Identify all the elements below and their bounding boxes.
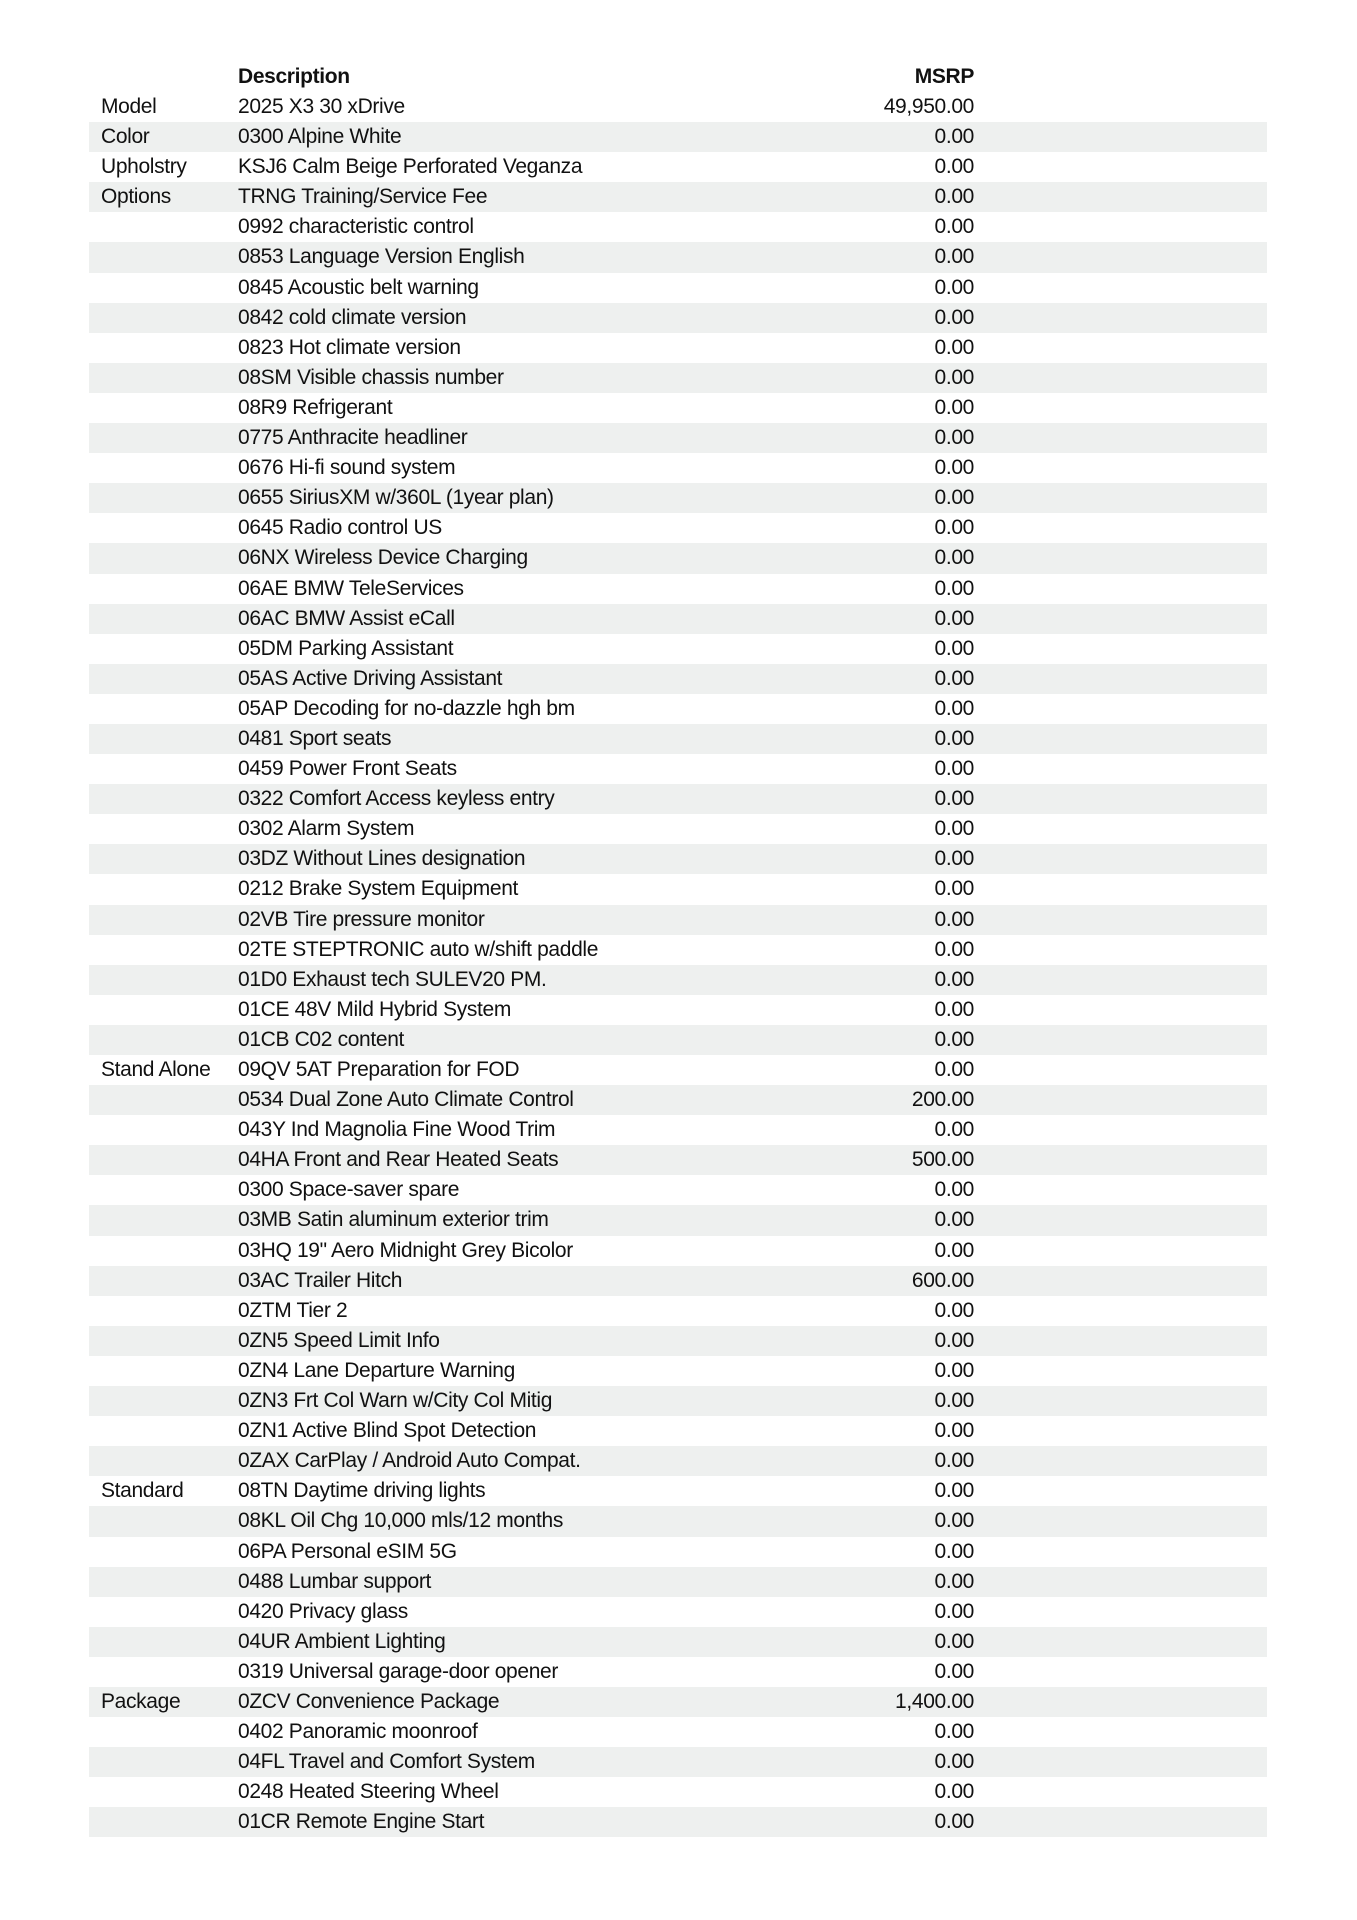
table-row xyxy=(89,1356,1267,1386)
row-description: 0300 Space-saver spare xyxy=(238,1178,460,1202)
row-msrp: 0.00 xyxy=(934,1539,974,1563)
row-msrp: 0.00 xyxy=(934,787,974,811)
row-description: 08KL Oil Chg 10,000 mls/12 months xyxy=(238,1509,564,1533)
row-msrp: 0.00 xyxy=(934,696,974,720)
row-category: Options xyxy=(101,185,171,209)
row-description: 09QV 5AT Preparation for FOD xyxy=(238,1058,520,1081)
row-description: 03MB Satin aluminum exterior trim xyxy=(238,1208,549,1232)
table-body xyxy=(89,92,1267,1837)
row-description: 0823 Hot climate version xyxy=(238,335,461,359)
table-row xyxy=(89,242,1267,272)
table-row xyxy=(89,1236,1267,1266)
table-header xyxy=(89,62,1267,92)
row-msrp: 0.00 xyxy=(934,335,974,359)
row-description: 04UR Ambient Lighting xyxy=(238,1629,446,1653)
row-msrp: 0.00 xyxy=(934,155,974,179)
table-row xyxy=(89,1416,1267,1446)
table-row xyxy=(89,303,1267,333)
row-description: 0ZN1 Active Blind Spot Detection xyxy=(238,1419,537,1443)
row-msrp: 0.00 xyxy=(934,606,974,630)
table-row xyxy=(89,152,1267,182)
table-row xyxy=(89,1567,1267,1597)
column-header-msrp: MSRP xyxy=(914,65,974,88)
row-msrp: 0.00 xyxy=(934,365,974,389)
table-row xyxy=(89,1055,1267,1085)
row-description: 0842 cold climate version xyxy=(238,305,467,329)
row-description: 06AE BMW TeleServices xyxy=(238,576,464,600)
table-row xyxy=(89,634,1267,664)
table-row xyxy=(89,604,1267,634)
row-category: Package xyxy=(101,1689,181,1713)
table-row xyxy=(89,965,1267,995)
row-category: Stand Alone xyxy=(101,1058,211,1081)
row-msrp: 1,400.00 xyxy=(895,1689,974,1713)
table-row xyxy=(89,92,1267,122)
row-msrp: 0.00 xyxy=(934,1118,974,1142)
row-msrp: 0.00 xyxy=(934,125,974,149)
row-description: 05DM Parking Assistant xyxy=(238,636,454,660)
row-msrp: 0.00 xyxy=(934,666,974,690)
row-description: 0420 Privacy glass xyxy=(238,1599,408,1623)
row-msrp: 0.00 xyxy=(934,1298,974,1322)
table-row xyxy=(89,1446,1267,1476)
table-row xyxy=(89,453,1267,483)
table-row xyxy=(89,333,1267,363)
table-row xyxy=(89,393,1267,423)
table-row xyxy=(89,874,1267,904)
table-row xyxy=(89,814,1267,844)
row-description: 05AS Active Driving Assistant xyxy=(238,666,503,690)
row-description: 0ZAX CarPlay / Android Auto Compat. xyxy=(238,1449,581,1473)
table-row xyxy=(89,1506,1267,1536)
table-row xyxy=(89,724,1267,754)
table-row xyxy=(89,1717,1267,1747)
row-msrp: 0.00 xyxy=(934,1750,974,1774)
row-description: 0302 Alarm System xyxy=(238,817,415,841)
table-row xyxy=(89,1296,1267,1326)
row-description: 08R9 Refrigerant xyxy=(238,395,393,419)
table-row xyxy=(89,1687,1267,1717)
row-msrp: 0.00 xyxy=(934,576,974,600)
table-row xyxy=(89,1025,1267,1055)
row-msrp: 0.00 xyxy=(934,1720,974,1744)
row-msrp: 0.00 xyxy=(934,546,974,570)
row-msrp: 0.00 xyxy=(934,1659,974,1683)
row-category: Color xyxy=(101,125,150,149)
table-row xyxy=(89,1777,1267,1807)
table-row xyxy=(89,574,1267,604)
row-description: 04HA Front and Rear Heated Seats xyxy=(238,1148,559,1172)
row-description: 0459 Power Front Seats xyxy=(238,757,457,781)
column-header-description: Description xyxy=(238,65,350,88)
row-msrp: 0.00 xyxy=(934,1058,974,1081)
row-description: 01D0 Exhaust tech SULEV20 PM. xyxy=(238,967,547,991)
row-msrp: 0.00 xyxy=(934,847,974,871)
row-msrp: 0.00 xyxy=(934,907,974,931)
table-row xyxy=(89,483,1267,513)
row-description: 0676 Hi-fi sound system xyxy=(238,456,456,480)
table-row xyxy=(89,1386,1267,1416)
row-msrp: 0.00 xyxy=(934,456,974,480)
row-description: 2025 X3 30 xDrive xyxy=(238,95,405,118)
row-description: 0ZTM Tier 2 xyxy=(238,1298,348,1322)
table-row xyxy=(89,995,1267,1025)
row-msrp: 0.00 xyxy=(934,1419,974,1443)
row-msrp: 0.00 xyxy=(934,1780,974,1804)
table-row xyxy=(89,1747,1267,1777)
row-msrp: 0.00 xyxy=(934,1629,974,1653)
row-msrp: 0.00 xyxy=(934,1509,974,1533)
row-description: 04FL Travel and Comfort System xyxy=(238,1750,535,1774)
table-row xyxy=(89,754,1267,784)
row-description: 0853 Language Version English xyxy=(238,245,525,269)
row-msrp: 0.00 xyxy=(934,817,974,841)
table-row xyxy=(89,513,1267,543)
row-description: 0845 Acoustic belt warning xyxy=(238,275,479,299)
row-msrp: 0.00 xyxy=(934,1810,974,1834)
row-description: 0300 Alpine White xyxy=(238,125,402,149)
row-msrp: 0.00 xyxy=(934,1599,974,1623)
row-description: 05AP Decoding for no-dazzle hgh bm xyxy=(238,696,575,720)
row-msrp: 0.00 xyxy=(934,245,974,269)
row-msrp: 0.00 xyxy=(934,757,974,781)
row-description: 0319 Universal garage-door opener xyxy=(238,1659,559,1683)
row-msrp: 0.00 xyxy=(934,486,974,510)
table-row xyxy=(89,784,1267,814)
row-description: 02TE STEPTRONIC auto w/shift paddle xyxy=(238,937,599,961)
row-description: 0ZN5 Speed Limit Info xyxy=(238,1328,440,1352)
row-description: 0248 Heated Steering Wheel xyxy=(238,1780,499,1804)
row-description: KSJ6 Calm Beige Perforated Veganza xyxy=(238,155,583,179)
row-description: 043Y Ind Magnolia Fine Wood Trim xyxy=(238,1118,556,1142)
row-msrp: 0.00 xyxy=(934,636,974,660)
row-msrp: 0.00 xyxy=(934,185,974,209)
row-msrp: 0.00 xyxy=(934,1027,974,1051)
msrp-price-sheet xyxy=(89,62,1267,1837)
row-msrp: 0.00 xyxy=(934,997,974,1021)
row-description: 01CR Remote Engine Start xyxy=(238,1810,485,1834)
row-msrp: 0.00 xyxy=(934,1358,974,1382)
row-msrp: 0.00 xyxy=(934,1389,974,1413)
row-description: 03HQ 19" Aero Midnight Grey Bicolor xyxy=(238,1238,573,1262)
row-category: Upholstry xyxy=(101,155,187,179)
row-description: TRNG Training/Service Fee xyxy=(238,185,488,209)
table-row xyxy=(89,363,1267,393)
table-row xyxy=(89,1597,1267,1627)
row-description: 08TN Daytime driving lights xyxy=(238,1479,486,1503)
row-description: 06AC BMW Assist eCall xyxy=(238,606,455,630)
table-row xyxy=(89,273,1267,303)
row-description: 06PA Personal eSIM 5G xyxy=(238,1539,457,1563)
row-msrp: 0.00 xyxy=(934,1328,974,1352)
table-row xyxy=(89,1115,1267,1145)
table-row xyxy=(89,844,1267,874)
row-description: 0ZCV Convenience Package xyxy=(238,1689,500,1713)
row-description: 03DZ Without Lines designation xyxy=(238,847,526,871)
row-msrp: 49,950.00 xyxy=(883,95,974,118)
row-msrp: 200.00 xyxy=(911,1088,974,1112)
row-msrp: 0.00 xyxy=(934,305,974,329)
row-category: Model xyxy=(101,95,157,118)
row-msrp: 0.00 xyxy=(934,937,974,961)
row-description: 0481 Sport seats xyxy=(238,726,392,750)
table-row xyxy=(89,905,1267,935)
row-description: 01CE 48V Mild Hybrid System xyxy=(238,997,511,1021)
table-row xyxy=(89,543,1267,573)
row-description: 0402 Panoramic moonroof xyxy=(238,1720,478,1744)
row-description: 0ZN4 Lane Departure Warning xyxy=(238,1358,515,1382)
table-row xyxy=(89,1205,1267,1235)
table-row xyxy=(89,182,1267,212)
table-row xyxy=(89,122,1267,152)
row-msrp: 0.00 xyxy=(934,516,974,540)
row-msrp: 0.00 xyxy=(934,967,974,991)
row-description: 0488 Lumbar support xyxy=(238,1569,431,1593)
row-msrp: 0.00 xyxy=(934,877,974,901)
table-row xyxy=(89,1657,1267,1687)
table-row xyxy=(89,1085,1267,1115)
table-row xyxy=(89,212,1267,242)
row-description: 0655 SiriusXM w/360L (1year plan) xyxy=(238,486,554,510)
row-msrp: 0.00 xyxy=(934,1449,974,1473)
row-msrp: 0.00 xyxy=(934,215,974,239)
row-description: 02VB Tire pressure monitor xyxy=(238,907,485,931)
row-description: 06NX Wireless Device Charging xyxy=(238,546,528,570)
table-row xyxy=(89,694,1267,724)
row-msrp: 0.00 xyxy=(934,275,974,299)
row-description: 03AC Trailer Hitch xyxy=(238,1268,403,1292)
row-msrp: 500.00 xyxy=(911,1148,974,1172)
row-msrp: 0.00 xyxy=(934,1569,974,1593)
table-row xyxy=(89,1627,1267,1657)
table-row xyxy=(89,423,1267,453)
row-msrp: 0.00 xyxy=(934,1238,974,1262)
row-msrp: 0.00 xyxy=(934,1178,974,1202)
row-description: 0ZN3 Frt Col Warn w/City Col Mitig xyxy=(238,1389,553,1413)
row-category: Standard xyxy=(101,1479,184,1503)
row-description: 0775 Anthracite headliner xyxy=(238,426,468,450)
table-row xyxy=(89,664,1267,694)
row-description: 0645 Radio control US xyxy=(238,516,442,540)
table-row xyxy=(89,1326,1267,1356)
row-msrp: 0.00 xyxy=(934,726,974,750)
table-row xyxy=(89,1266,1267,1296)
row-description: 0212 Brake System Equipment xyxy=(238,877,519,901)
row-description: 08SM Visible chassis number xyxy=(238,365,504,389)
row-msrp: 600.00 xyxy=(911,1268,974,1292)
row-description: 0992 characteristic control xyxy=(238,215,474,239)
row-msrp: 0.00 xyxy=(934,1208,974,1232)
table-row xyxy=(89,1145,1267,1175)
row-msrp: 0.00 xyxy=(934,1479,974,1503)
row-msrp: 0.00 xyxy=(934,426,974,450)
table-row xyxy=(89,1175,1267,1205)
row-description: 01CB C02 content xyxy=(238,1027,405,1051)
table-row xyxy=(89,935,1267,965)
table-row xyxy=(89,1537,1267,1567)
row-description: 0322 Comfort Access keyless entry xyxy=(238,787,555,811)
row-msrp: 0.00 xyxy=(934,395,974,419)
table-row xyxy=(89,1476,1267,1506)
row-description: 0534 Dual Zone Auto Climate Control xyxy=(238,1088,574,1112)
table-row xyxy=(89,1807,1267,1837)
